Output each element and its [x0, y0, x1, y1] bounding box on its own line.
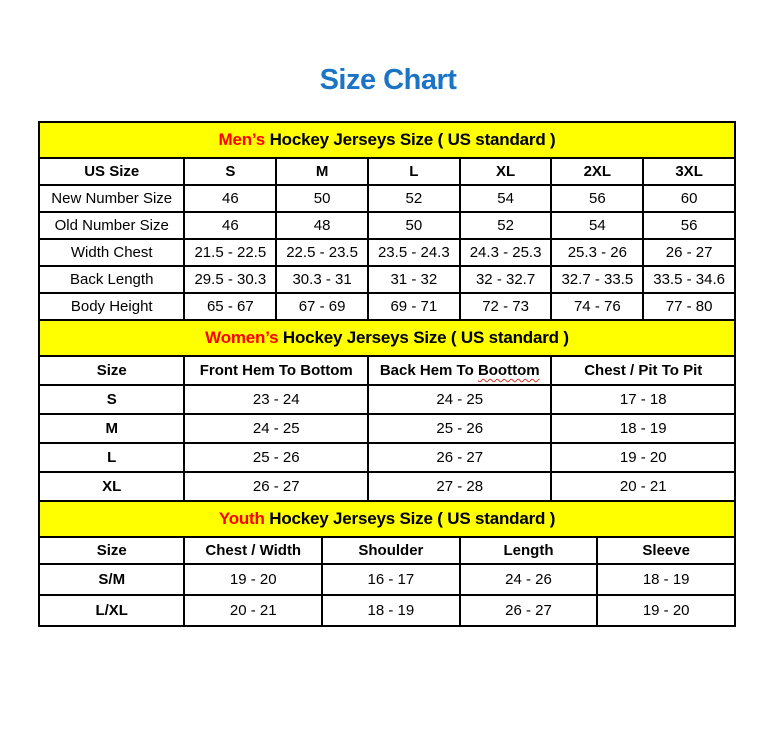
- table-row: [39, 239, 735, 266]
- size-value-cell: 25.3 - 26: [551, 239, 643, 266]
- row-label: XL: [39, 472, 184, 501]
- size-value-cell: 50: [276, 185, 368, 212]
- size-value-cell: 19 - 20: [597, 595, 735, 626]
- womens-header-row: [39, 356, 735, 385]
- table-row: [39, 595, 735, 626]
- size-value-cell: 18 - 19: [322, 595, 460, 626]
- column-header: Size: [39, 356, 184, 385]
- size-value-cell: 74 - 76: [551, 293, 643, 320]
- size-value-cell: 46: [184, 212, 276, 239]
- size-value-cell: 32 - 32.7: [460, 266, 552, 293]
- column-header: Sleeve: [597, 537, 735, 564]
- row-label: Old Number Size: [39, 212, 184, 239]
- size-value-cell: 24 - 26: [460, 564, 598, 595]
- column-header: XL: [460, 158, 552, 185]
- mens-banner-row: [39, 122, 735, 158]
- misspelled-word: Boottom: [477, 362, 540, 379]
- size-value-cell: 56: [551, 185, 643, 212]
- column-header: US Size: [39, 158, 184, 185]
- size-value-cell: 29.5 - 30.3: [184, 266, 276, 293]
- size-value-cell: 17 - 18: [551, 385, 735, 414]
- column-header: 2XL: [551, 158, 643, 185]
- size-value-cell: 65 - 67: [184, 293, 276, 320]
- row-label: L/XL: [39, 595, 184, 626]
- column-header: Shoulder: [322, 537, 460, 564]
- column-header-with-typo: [368, 356, 552, 385]
- size-value-cell: 18 - 19: [551, 414, 735, 443]
- column-header: Length: [460, 537, 598, 564]
- size-value-cell: 25 - 26: [368, 414, 552, 443]
- page-title: Size Chart: [319, 64, 457, 96]
- row-label: M: [39, 414, 184, 443]
- mens-banner-highlight: Men’s: [218, 130, 266, 149]
- youth-size-table: [38, 500, 736, 627]
- column-header: S: [184, 158, 276, 185]
- womens-banner-text: Hockey Jerseys Size ( US standard ): [282, 328, 569, 347]
- size-value-cell: 54: [551, 212, 643, 239]
- mens-header-row: [39, 158, 735, 185]
- column-header-text: Back Hem To: [379, 362, 478, 379]
- youth-banner-text: Hockey Jerseys Size ( US standard ): [269, 509, 556, 528]
- womens-banner-highlight: Women’s: [205, 328, 279, 347]
- size-value-cell: 48: [276, 212, 368, 239]
- size-value-cell: 20 - 21: [184, 595, 322, 626]
- table-row: [39, 293, 735, 320]
- womens-banner: [39, 320, 735, 356]
- size-value-cell: 56: [643, 212, 735, 239]
- size-value-cell: 31 - 32: [368, 266, 460, 293]
- table-row: [39, 212, 735, 239]
- mens-banner-text: Hockey Jerseys Size ( US standard ): [269, 130, 556, 149]
- size-value-cell: 22.5 - 23.5: [276, 239, 368, 266]
- size-value-cell: 27 - 28: [368, 472, 552, 501]
- size-value-cell: 26 - 27: [460, 595, 598, 626]
- table-row: [39, 564, 735, 595]
- size-value-cell: 18 - 19: [597, 564, 735, 595]
- youth-banner: [39, 501, 735, 537]
- size-value-cell: 21.5 - 22.5: [184, 239, 276, 266]
- size-value-cell: 30.3 - 31: [276, 266, 368, 293]
- size-value-cell: 52: [368, 185, 460, 212]
- youth-header-row: [39, 537, 735, 564]
- size-value-cell: 24.3 - 25.3: [460, 239, 552, 266]
- size-value-cell: 16 - 17: [322, 564, 460, 595]
- size-value-cell: 25 - 26: [184, 443, 368, 472]
- row-label: Back Length: [39, 266, 184, 293]
- column-header: 3XL: [643, 158, 735, 185]
- size-value-cell: 52: [460, 212, 552, 239]
- size-value-cell: 23 - 24: [184, 385, 368, 414]
- row-label: Width Chest: [39, 239, 184, 266]
- size-value-cell: 20 - 21: [551, 472, 735, 501]
- size-value-cell: 46: [184, 185, 276, 212]
- size-value-cell: 26 - 27: [368, 443, 552, 472]
- size-value-cell: 19 - 20: [184, 564, 322, 595]
- youth-banner-row: [39, 501, 735, 537]
- size-value-cell: 72 - 73: [460, 293, 552, 320]
- size-value-cell: 32.7 - 33.5: [551, 266, 643, 293]
- womens-banner-row: [39, 320, 735, 356]
- size-value-cell: 24 - 25: [184, 414, 368, 443]
- size-value-cell: 19 - 20: [551, 443, 735, 472]
- column-header: Size: [39, 537, 184, 564]
- column-header: L: [368, 158, 460, 185]
- size-value-cell: 60: [643, 185, 735, 212]
- size-value-cell: 33.5 - 34.6: [643, 266, 735, 293]
- column-header: Chest / Pit To Pit: [551, 356, 735, 385]
- row-label: S: [39, 385, 184, 414]
- column-header: Chest / Width: [184, 537, 322, 564]
- row-label: L: [39, 443, 184, 472]
- womens-size-table: [38, 319, 736, 502]
- mens-banner: [39, 122, 735, 158]
- row-label: Body Height: [39, 293, 184, 320]
- row-label: S/M: [39, 564, 184, 595]
- size-value-cell: 26 - 27: [184, 472, 368, 501]
- size-tables: [38, 121, 736, 627]
- column-header: M: [276, 158, 368, 185]
- row-label: New Number Size: [39, 185, 184, 212]
- size-value-cell: 69 - 71: [368, 293, 460, 320]
- youth-banner-highlight: Youth: [218, 509, 265, 528]
- size-value-cell: 54: [460, 185, 552, 212]
- table-row: [39, 414, 735, 443]
- size-value-cell: 26 - 27: [643, 239, 735, 266]
- table-row: [39, 385, 735, 414]
- column-header: Front Hem To Bottom: [184, 356, 368, 385]
- table-row: [39, 443, 735, 472]
- table-row: [39, 185, 735, 212]
- size-value-cell: 23.5 - 24.3: [368, 239, 460, 266]
- size-chart-page: [0, 64, 776, 627]
- size-value-cell: 67 - 69: [276, 293, 368, 320]
- table-row: [39, 472, 735, 501]
- table-row: [39, 266, 735, 293]
- mens-size-table: [38, 121, 736, 321]
- size-value-cell: 24 - 25: [368, 385, 552, 414]
- size-value-cell: 77 - 80: [643, 293, 735, 320]
- size-value-cell: 50: [368, 212, 460, 239]
